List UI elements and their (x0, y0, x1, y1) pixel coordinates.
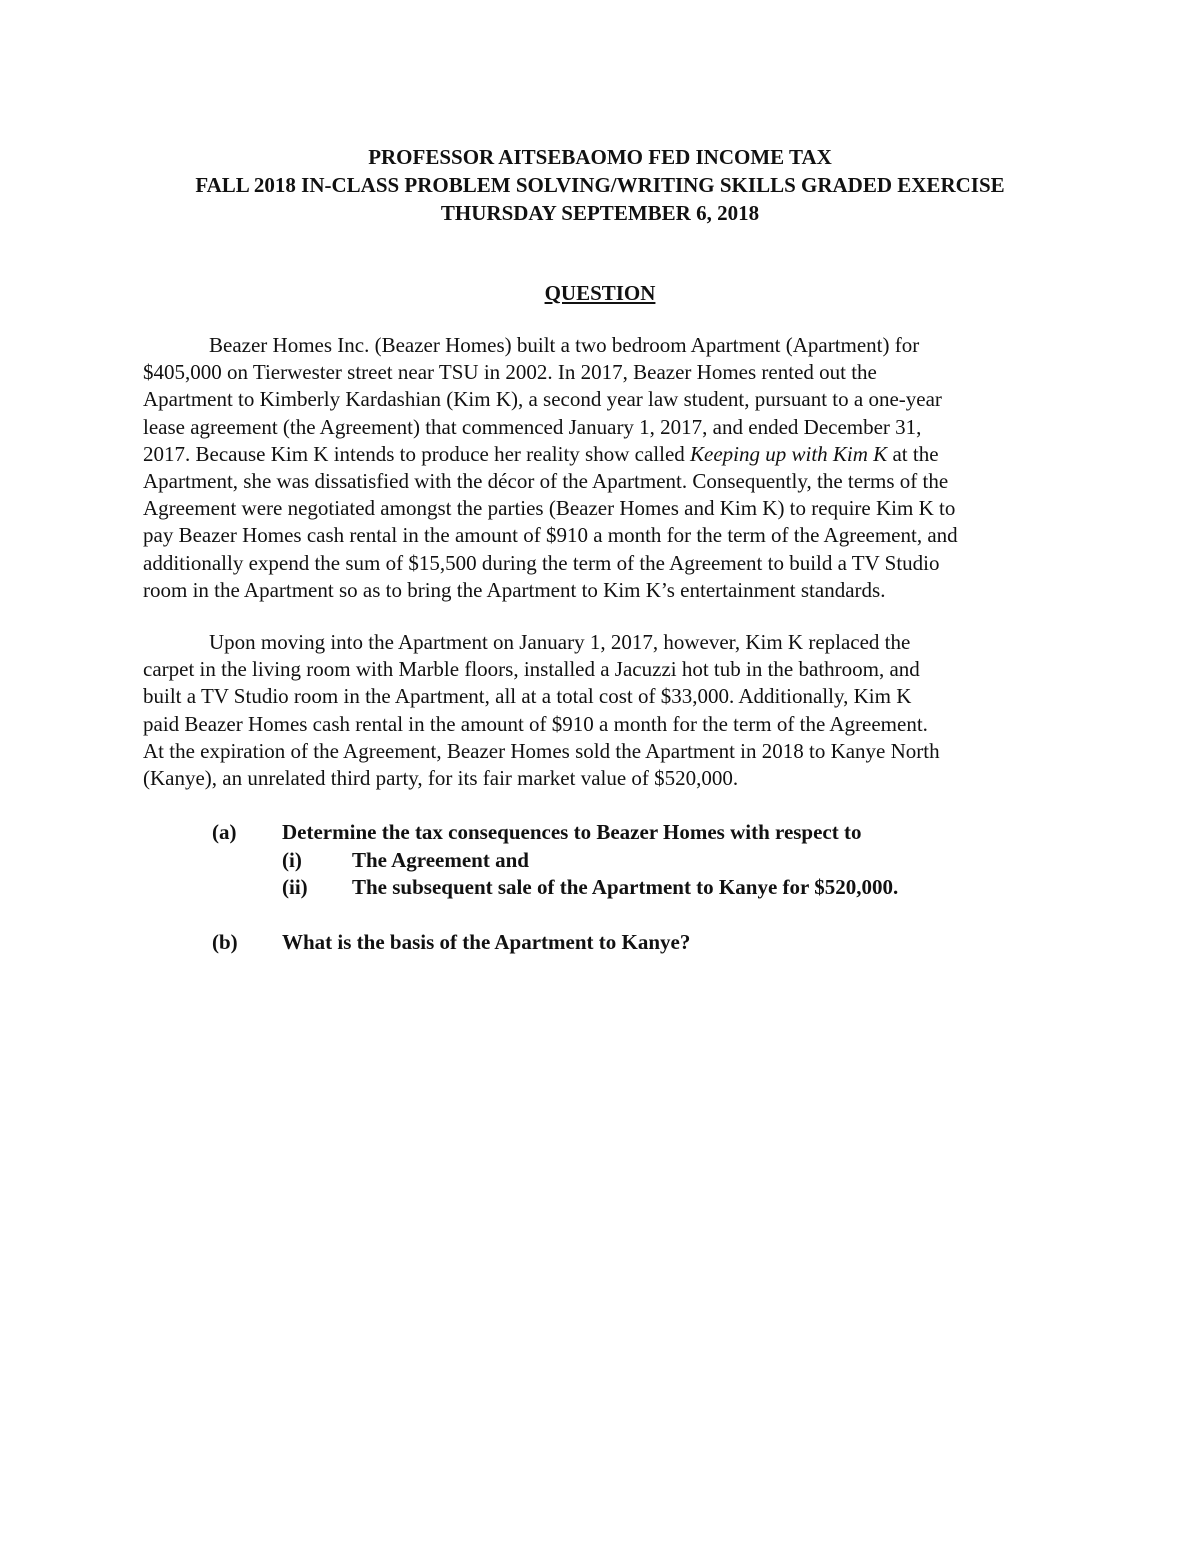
paragraph-line (143, 441, 1063, 468)
paragraph-line: (Kanye), an unrelated third party, for its fair market value of $520,000. (143, 766, 739, 791)
paragraph-line: lease agreement (the Agreement) that commenced January 1, 2017, and ended December 31, (143, 414, 922, 439)
paragraph-facts (143, 332, 1063, 604)
paragraph-events (143, 629, 1063, 792)
paragraph-line: additionally expend the sum of $15,500 during the term of the Agreement to build a TV Studio (143, 550, 940, 575)
paragraph-line: Beazer Homes Inc. (Beazer Homes) built a two bedroom Apartment (Apartment) for (209, 333, 920, 357)
paragraph-line: At the expiration of the Agreement, Beazer Homes sold the Apartment in 2018 to Kanye North (143, 738, 940, 763)
question-a-i-text: The Agreement and (352, 848, 529, 872)
document-header (0, 143, 1200, 227)
paragraph-line: pay Beazer Homes cash rental in the amount of $910 a month for the term of the Agreement, and (143, 523, 958, 548)
show-title-italic: Keeping up with Kim K (690, 441, 888, 466)
text-run: 2017. Because Kim K intends to produce her reality show called (143, 441, 691, 466)
question-a-i-label: (i) (282, 848, 302, 872)
question-a-ii-label: (ii) (282, 875, 308, 899)
paragraph-line: Upon moving into the Apartment on January 1, 2017, however, Kim K replaced the (209, 630, 911, 654)
paragraph-line: $405,000 on Tierwester street near TSU in 2002. In 2017, Beazer Homes rented out the (143, 360, 877, 385)
paragraph-line: Agreement were negotiated amongst the parties (Beazer Homes and Kim K) to require Kim K to (143, 496, 956, 521)
paragraph-line: paid Beazer Homes cash rental in the amount of $910 a month for the term of the Agreement. (143, 711, 928, 736)
question-a-text: Determine the tax consequences to Beazer Homes with respect to (282, 820, 862, 844)
paragraph-line: room in the Apartment so as to bring the Apartment to Kim K’s entertainment standards. (143, 577, 886, 602)
question-heading: QUESTION (544, 281, 656, 305)
paragraph-line: Apartment to Kimberly Kardashian (Kim K), a second year law student, pursuant to a one-year (143, 387, 942, 412)
question-a-ii-text: The subsequent sale of the Apartment to Kanye for $520,000. (352, 875, 899, 899)
header-line-course: PROFESSOR AITSEBAOMO FED INCOME TAX (368, 145, 832, 169)
paragraph-line: built a TV Studio room in the Apartment, all at a total cost of $33,000. Additionally, Kim K (143, 684, 912, 709)
paragraph-line: Apartment, she was dissatisfied with the décor of the Apartment. Consequently, the terms of the (143, 469, 949, 494)
question-b-text: What is the basis of the Apartment to Kanye? (282, 930, 691, 954)
text-run: at the (887, 441, 939, 466)
paragraph-line: carpet in the living room with Marble floors, installed a Jacuzzi hot tub in the bathroom, and (143, 657, 920, 682)
header-line-date: THURSDAY SEPTEMBER 6, 2018 (440, 201, 760, 225)
header-line-exercise: FALL 2018 IN-CLASS PROBLEM SOLVING/WRITING SKILLS GRADED EXERCISE (195, 173, 1005, 197)
question-b-label: (b) (212, 930, 238, 954)
question-a-label: (a) (212, 820, 237, 844)
